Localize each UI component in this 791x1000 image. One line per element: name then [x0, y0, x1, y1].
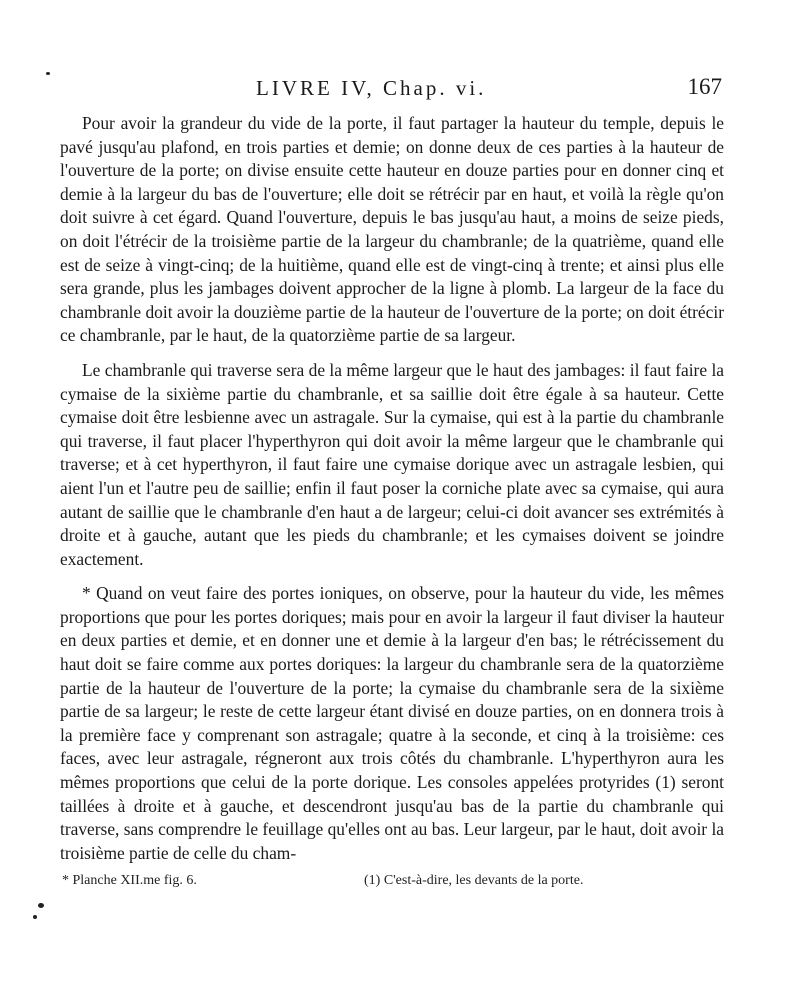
- footnote-plate-reference: * Planche XII.me fig. 6.: [62, 873, 197, 888]
- footnote-definition: (1) C'est-à-dire, les devants de la porte.: [364, 873, 584, 888]
- page-number: 167: [687, 74, 722, 99]
- running-head: LIVRE IV, Chap. vi.: [256, 76, 487, 100]
- footnotes: [62, 873, 722, 895]
- paragraph-chambranle: Le chambranle qui traverse sera de la même largeur que le haut des jambages: il faut faire la cymaise de la sixième partie du chambranle, et sa saillie doit être égale à sa hauteur. Cette cymaise doit être lesbienne avec un astragale. Sur la cymaise, qui est à la partie du chambranle qui traverse, il faut placer l'hyperthyron qui doit avoir la même largeur que le chambranle qui traverse; et à cet hyperthyron, il faut faire une cymaise dorique avec un astragale lesbien, qui aient l'un et l'autre peu de saillie; enfin il faut poser la corniche plate avec sa cymaise, qui aura autant de saillie que le chambranle d'en haut a de largeur; celui-ci doit avancer ses extrémités à droite et à gauche, autant que les pieds du chambranle; et les cymaises doivent se joindre exactement.: [60, 359, 724, 569]
- ink-speck: [33, 915, 37, 919]
- ink-speck: [38, 903, 44, 908]
- page-header: [86, 76, 726, 104]
- paragraph-ionic-doors: * Quand on veut faire des portes ioniques, on observe, pour la hauteur du vide, les mêmes proportions que pour les portes doriques; mais pour en avoir la largeur il faut diviser la hauteur en deux parties et demie, et en donner une et demie à la largeur d'en bas; le rétrécissement du haut doit se faire comme aux portes doriques: la largeur du chambranle sera de la quatorzième partie de la hauteur de l'ouverture de la porte; la cymaise du chambranle sera de la sixième partie de sa largeur; le reste de cette largeur étant divisé en douze parties, on en donnera trois à la première face y comprenant son astragale; quatre à la seconde, et cinq à la troisième: ces faces, avec leur astragale, régneront aux trois côtés du chambranle. L'hyperthyron aura les mêmes proportions que celui de la porte dorique. Les consoles appelées protyrides (1) seront taillées à droite et à gauche, et descendront jusqu'au bas de la partie du chambranle qui traverse, sans comprendre le feuillage qu'elles ont au bas. Leur largeur, par le haut, doit avoir la troisième partie de celle du cham-: [60, 583, 724, 863]
- body-text: [60, 112, 724, 876]
- ink-speck: [46, 72, 50, 75]
- paragraph-door-dimensions: Pour avoir la grandeur du vide de la porte, il faut partager la hauteur du temple, depuis le pavé jusqu'au plafond, en trois parties et demie; on donne deux de ces parties à la hauteur de l'ouverture de la porte; on divise ensuite cette hauteur en douze parties pour en donner cinq et demie à la largeur du bas de l'ouverture; elle doit se rétrécir par en haut, et voilà la règle qu'on doit suivre à cet égard. Quand l'ouverture, depuis le bas jusqu'au haut, a moins de seize pieds, on doit l'étrécir de la troisième partie de la largeur du chambranle; de la quatrième, quand elle est de seize à vingt-cinq; de la huitième, quand elle est de vingt-cinq à trente; et ainsi plus elle sera grande, plus les jambages doivent approcher de la ligne à plomb. La largeur de la face du chambranle doit avoir la douzième partie de la hauteur de l'ouverture de la porte; on doit étrécir ce chambranle, par le haut, de la quatorzième partie de sa largeur.: [60, 113, 724, 346]
